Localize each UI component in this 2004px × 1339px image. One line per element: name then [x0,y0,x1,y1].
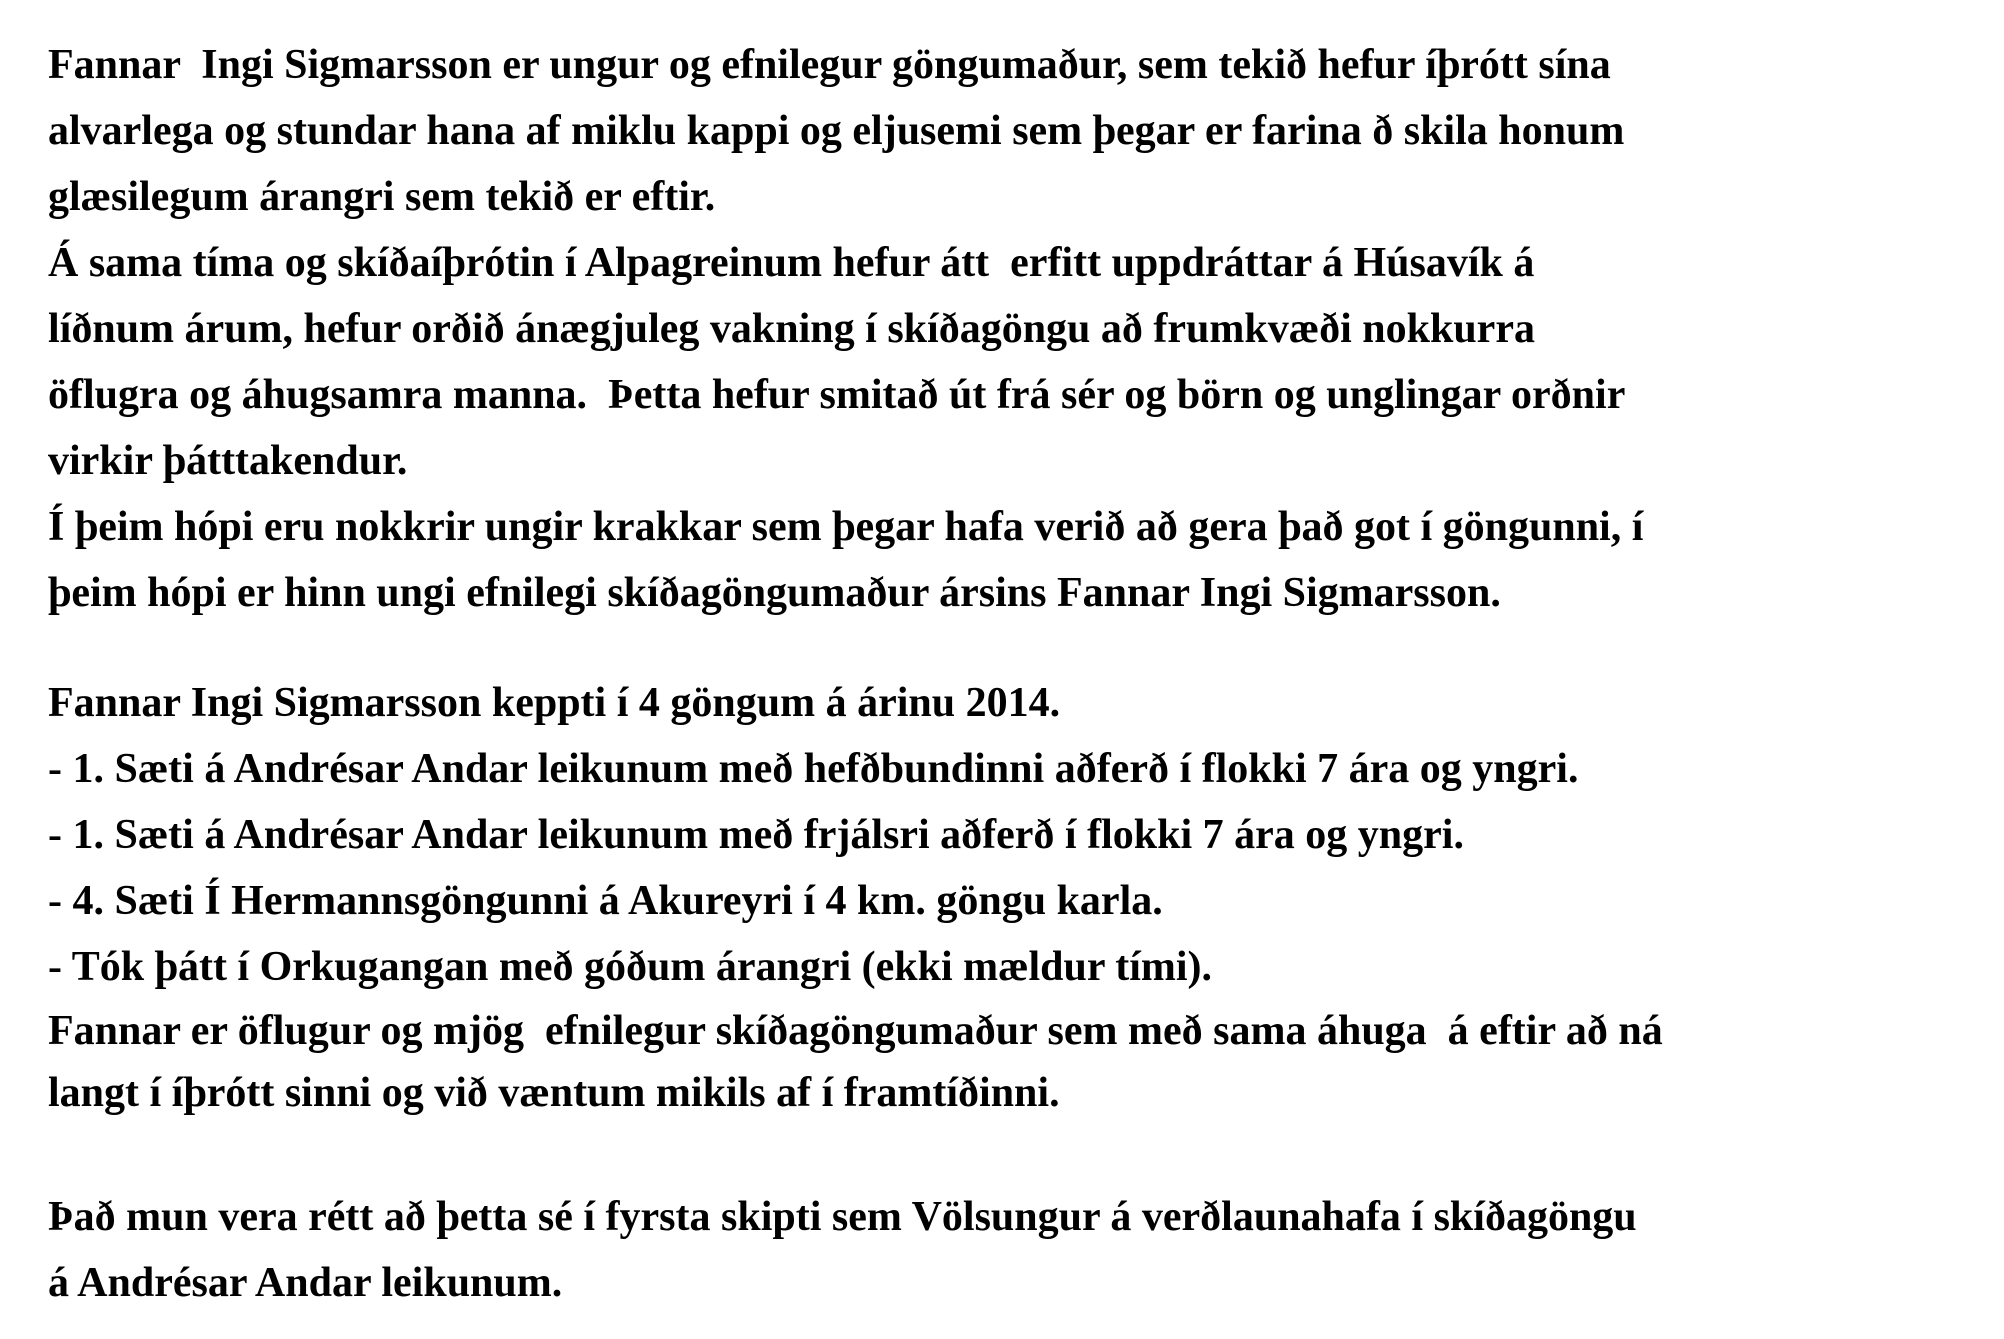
result-item: - 1. Sæti á Andrésar Andar leikunum með hefðbundinni aðferð í flokki 7 ára og yngri. [48,746,1579,792]
text-line: þeim hópi er hinn ungi efnilegi skíðagöngumaður ársins Fannar Ingi Sigmarsson. [48,570,1501,616]
text-line: Fannar er öflugur og mjög efnilegur skíðagöngumaður sem með sama áhuga á eftir að ná [48,1008,1663,1054]
text-line: Í þeim hópi eru nokkrir ungir krakkar sem þegar hafa verið að gera það got í göngunni, í [48,504,1644,550]
text-line: á Andrésar Andar leikunum. [48,1260,563,1306]
result-item: - 4. Sæti Í Hermannsgöngunni á Akureyri í 4 km. göngu karla. [48,878,1163,924]
text-line: virkir þátttakendur. [48,438,408,484]
text-line: alvarlega og stundar hana af miklu kappi og eljusemi sem þegar er farina ð skila honum [48,108,1625,154]
text-line: glæsilegum árangri sem tekið er eftir. [48,174,716,220]
text-line: líðnum árum, hefur orðið ánægjuleg vakning í skíðagöngu að frumkvæði nokkurra [48,306,1535,352]
text-line: Á sama tíma og skíðaíþrótin í Alpagreinum hefur átt erfitt uppdráttar á Húsavík á [48,240,1535,286]
text-line: Það mun vera rétt að þetta sé í fyrsta skipti sem Völsungur á verðlaunahafa í skíðagöngu [48,1194,1637,1240]
text-line: Fannar Ingi Sigmarsson er ungur og efnilegur göngumaður, sem tekið hefur íþrótt sína [48,42,1611,88]
result-item: - Tók þátt í Orkugangan með góðum árangri (ekki mældur tími). [48,944,1213,990]
text-line: langt í íþrótt sinni og við væntum mikils af í framtíðinni. [48,1070,1060,1116]
result-item: - 1. Sæti á Andrésar Andar leikunum með frjálsri aðferð í flokki 7 ára og yngri. [48,812,1464,858]
text-line: öflugra og áhugsamra manna. Þetta hefur smitað út frá sér og börn og unglingar orðnir [48,372,1626,418]
results-intro: Fannar Ingi Sigmarsson keppti í 4 göngum á árinu 2014. [48,680,1061,726]
